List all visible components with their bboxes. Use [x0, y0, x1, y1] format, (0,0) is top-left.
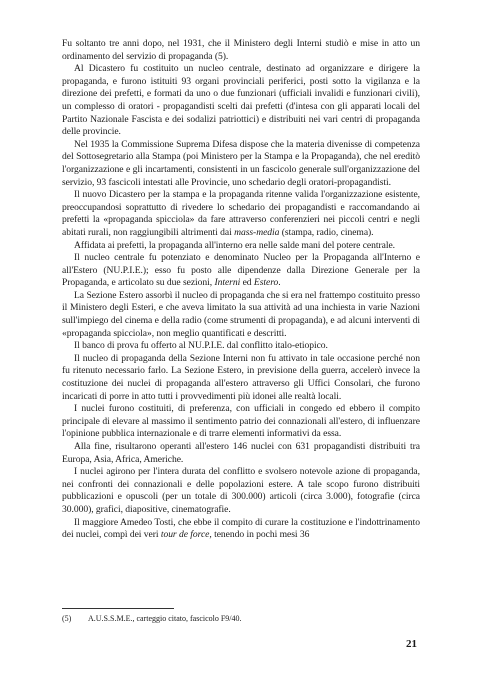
body-paragraph — [62, 353, 420, 403]
footnote-divider — [62, 608, 174, 609]
body-paragraph — [62, 240, 420, 253]
paragraph-text: La Sezione Estero assorbì il nucleo di propaganda che si era nel frattempo costituito presso il Ministero degli Esteri, e che aveva limitato la sua attività ad una inchiesta in varie Nazioni sull'impiego del cinema e della radio (come strumenti di propaganda), e ad alcuni interventi di «propaganda spicciola», non meglio quantificati e descritti. — [62, 289, 420, 339]
paragraph-text: Il banco di prova fu offerto al NU.P.I.E. dal conflitto italo-etiopico. — [74, 340, 328, 352]
paragraph-text: Nel 1935 la Commissione Suprema Difesa dispose che la materia divenisse di competenza del Sottosegretario alla Stampa (poi Ministero per la Stampa e la Propaganda), che nel ereditò l'organizzazione e gli incartamenti, consistenti in un fascicolo generale sull'organizzazione del servizio, 93 fascicoli intestati alle Provincie, uno schedario degli oratori-propagandisti. — [62, 138, 420, 188]
paragraph-text: ed — [240, 277, 254, 289]
footnote-number: (5) — [62, 614, 72, 623]
paragraph-text: I nuclei agirono per l'intera durata del conflitto e svolsero notevole azione di propaganda, nei confronti dei connazionali e delle popolazioni estere. A tale scopo furono distribuiti pubblicazioni e opuscoli (per un totale di 300.000) articoli (circa 3.000), fotografie (circa 30.000), grafici, diapositive, cinematografie. — [62, 466, 420, 515]
page-body — [62, 38, 420, 542]
italic-term: tour de force — [160, 529, 210, 541]
body-paragraph — [62, 441, 420, 466]
body-paragraph — [62, 38, 420, 63]
paragraph-text: (stampa, radio, cinema). — [279, 226, 374, 238]
paragraph-text: Affidata ai prefetti, la propaganda all'interno era nelle salde mani del potere centrale. — [74, 239, 396, 251]
body-paragraph — [62, 139, 420, 189]
paragraph-text: Al Dicastero fu costituito un nucleo centrale, destinato ad organizzare e dirigere la propaganda, e furono istituiti 93 organi provinciali periferici, posti sotto la vigilanza e la direzione dei prefetti, e formati da uno o due funzionari (ufficiali invalidi e funzionari civili), un complesso di oratori - propagandisti scelti dai prefetti (d'intesa con gli apparati locali del Partito Nazionale Fascista e dei sodalizi patriottici) e distribuiti nei vari centri di propaganda delle provincie. — [62, 63, 420, 138]
footnote — [62, 614, 420, 624]
body-paragraph — [62, 63, 420, 139]
body-paragraph — [62, 252, 420, 290]
body-paragraph — [62, 290, 420, 340]
paragraph-text: Fu soltanto tre anni dopo, nel 1931, che il Ministero degli Interni studiò e mise in atto un ordinamento del servizio di propaganda (5). — [62, 38, 420, 62]
body-paragraph — [62, 189, 420, 239]
paragraph-text: Il maggiore Amedeo Tosti, che ebbe il compito di curare la costituzione e l'indottrinamento dei nuclei, compì dei veri — [62, 516, 420, 541]
footnote-text: A.U.S.S.M.E., carteggio citato, fascicolo F9/40. — [88, 614, 242, 623]
body-paragraph — [62, 403, 420, 441]
paragraph-text: Alla fine, risultarono operanti all'estero 146 nuclei con 631 propagandisti distribuiti tra Europa, Asia, Africa, Americhe. — [62, 441, 420, 465]
italic-term: Estero — [253, 277, 279, 289]
paragraph-text: Il nucleo di propaganda della Sezione Interni non fu attivato in tale occasione perché non fu ritenuto necessario farlo. La Sezione Estero, in previsione della guerra, accelerò invece la costituzione dei nuclei di propaganda all'estero attraverso gli Uffici Consolari, che furono incaricati di porre in atto tutti i provvedimenti più idonei alle realtà locali. — [62, 352, 420, 402]
paragraph-text: . — [278, 277, 281, 289]
paragraph-text: I nuclei furono costituiti, di preferenza, con ufficiali in congedo ed ebbero il compito principale di elevare al massimo il sentimento patrio dei connazionali all'estero, di influenzare l'opinione pubblica internazionale e di trarre elementi informativi da essa. — [62, 403, 420, 440]
italic-term: Interni — [214, 277, 241, 289]
body-paragraph — [62, 466, 420, 516]
paragraph-text: Il nucleo centrale fu potenziato e denominato Nucleo per la Propaganda all'Interno e all'Estero (NU.P.I.E.); esso fu posto alle dipendenze dalla Direzione Generale per la Propaganda, e articolato su due sezioni, — [62, 252, 420, 289]
paragraph-text: Il nuovo Dicastero per la stampa e la propaganda ritenne valida l'organizzazione esistente, preoccupandosi soprattutto di rivedere lo schedario dei propagandisti e raccomandando ai prefetti la «propaganda spicciola» da fare attraverso conferenzieri nei piccoli centri e negli abitati rurali, non raggiungibili altrimenti dai — [62, 189, 420, 238]
paragraph-text: , tenendo in pochi mesi 36 — [209, 529, 310, 541]
page-number: 21 — [406, 638, 417, 650]
italic-term: mass-media — [234, 226, 280, 238]
body-paragraph — [62, 517, 420, 542]
body-paragraph — [62, 340, 420, 353]
